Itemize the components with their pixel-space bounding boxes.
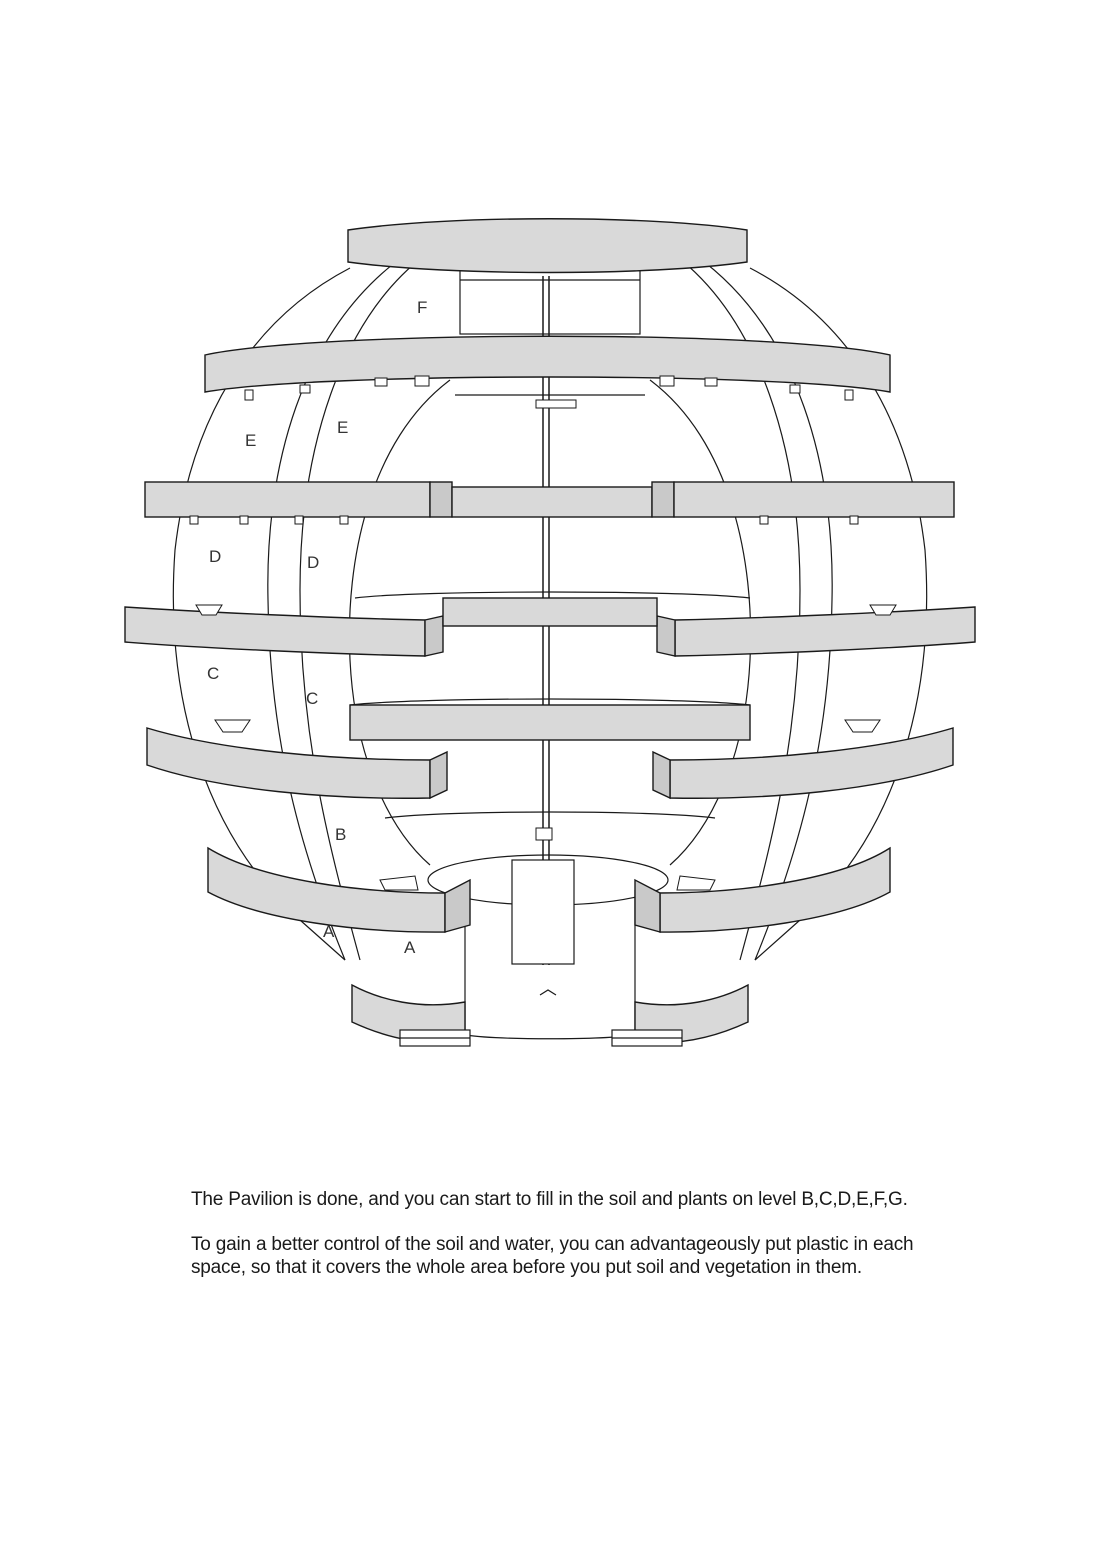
inner-shelf-b	[385, 812, 715, 818]
ring-level-d-left	[125, 607, 425, 656]
label-level-d-inner: D	[307, 553, 320, 572]
ring-level-f	[205, 336, 890, 392]
inner-shelf-c	[350, 699, 750, 705]
ring-level-e-left-end	[430, 482, 452, 517]
floor-mark	[540, 990, 556, 995]
label-level-a-right: A	[404, 938, 416, 957]
label-level-e-outer: E	[245, 431, 257, 450]
label-level-b: B	[335, 825, 347, 844]
ring-level-e-right-end	[652, 482, 674, 517]
label-level-d-outer: D	[209, 547, 222, 566]
ring-level-c-left-end	[430, 752, 447, 798]
ring-top	[348, 219, 747, 273]
base-floor-front	[465, 1035, 635, 1039]
ring-level-c-right-end	[653, 752, 670, 798]
ring-level-e-left	[145, 482, 430, 517]
ring-level-d-back	[443, 598, 657, 626]
instruction-paragraph-1: The Pavilion is done, and you can start to fill in the soil and plants on level B,C,D,E,F,G.	[191, 1189, 908, 1210]
ring-level-b-left-end	[445, 880, 470, 932]
label-level-a-left: A	[323, 922, 335, 941]
label-level-e-inner: E	[337, 418, 349, 437]
instruction-text	[191, 1188, 951, 1301]
label-level-c-outer: C	[207, 664, 220, 683]
ring-level-b-right-end	[635, 880, 660, 932]
base-center-column	[512, 860, 574, 964]
ring-level-e-right	[674, 482, 954, 517]
inner-shelf-d	[355, 592, 750, 598]
label-level-c-inner: C	[306, 689, 319, 708]
ring-level-c-back	[350, 705, 750, 740]
instruction-paragraph-2: To gain a better control of the soil and water, you can advantageously put plastic in each space, so that it covers the whole area before you put soil and vegetation in them.	[191, 1234, 914, 1278]
ring-level-d-right-end	[657, 616, 675, 656]
ring-level-e-back	[452, 487, 652, 517]
label-level-f: F	[417, 298, 428, 317]
ring-level-d-left-end	[425, 616, 443, 656]
ring-level-d-right	[675, 607, 975, 656]
